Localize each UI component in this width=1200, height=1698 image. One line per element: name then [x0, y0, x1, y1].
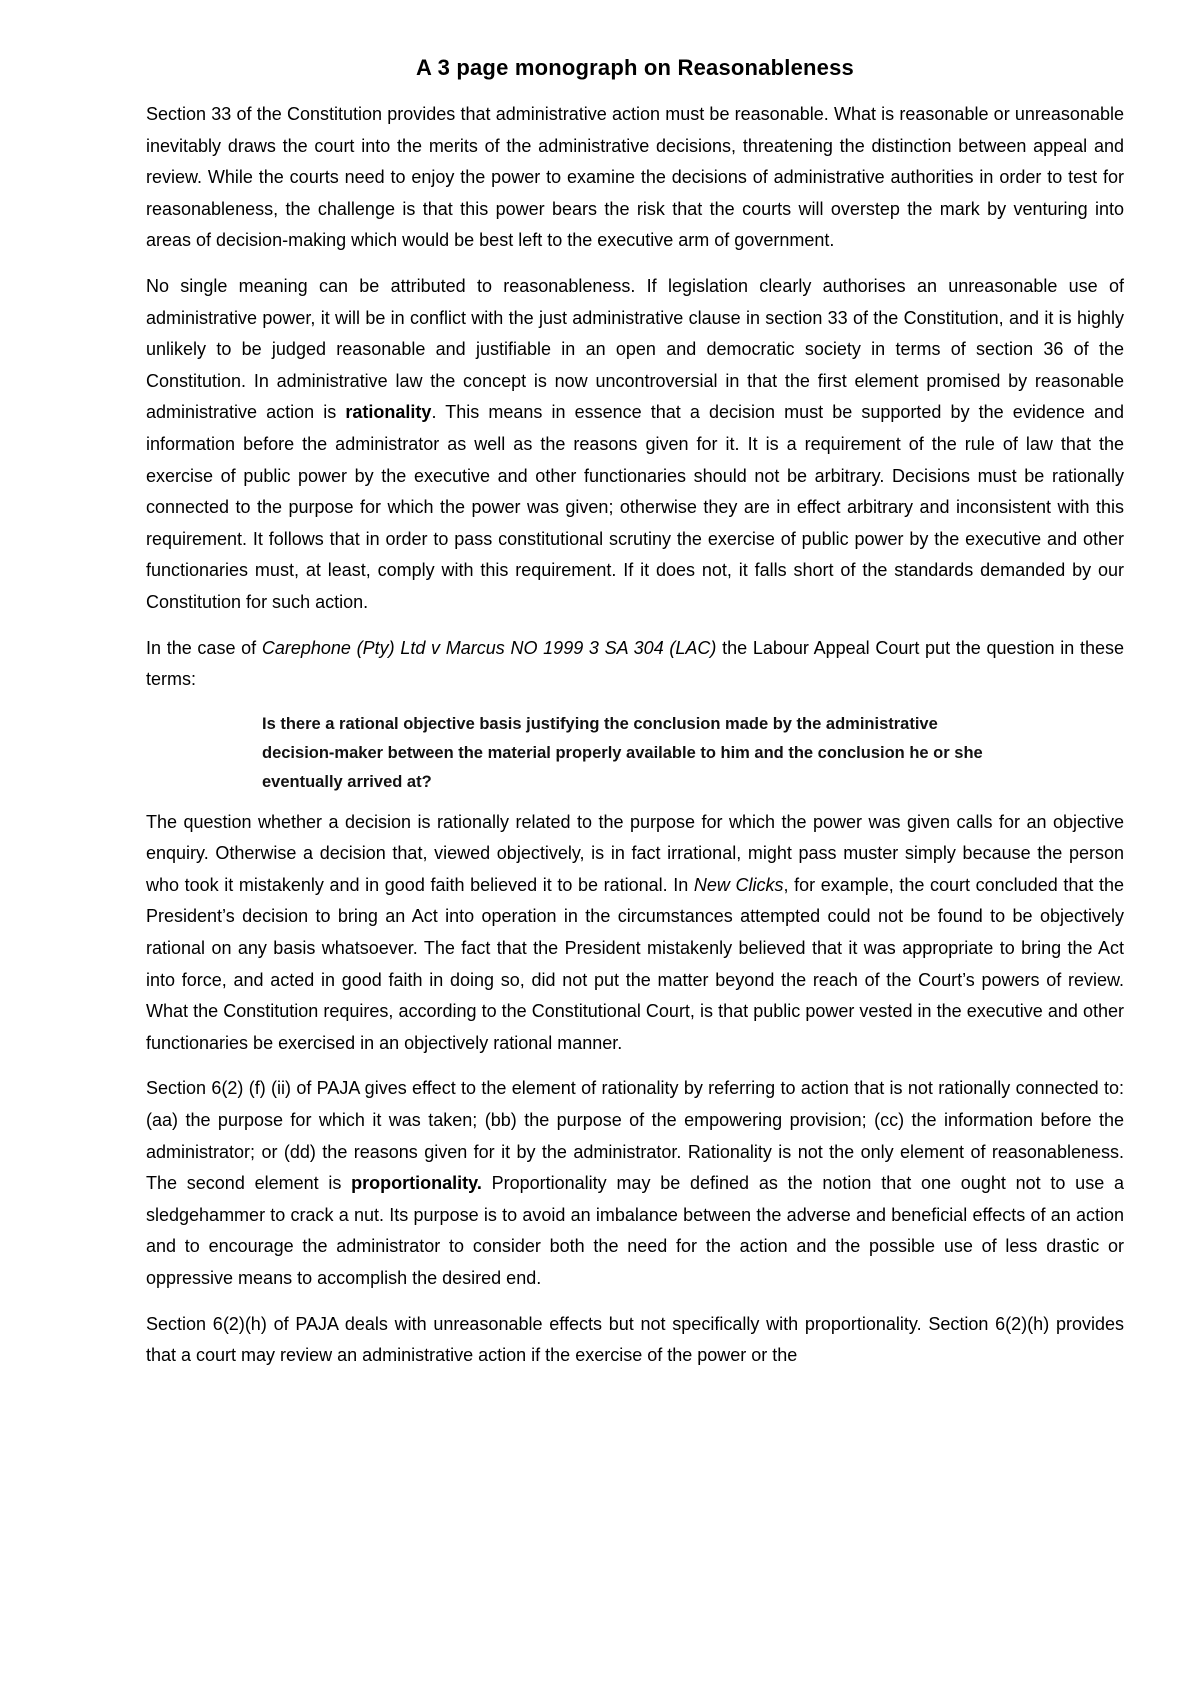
term-rationality: rationality [345, 402, 432, 423]
case-citation-carephone: Carephone (Pty) Ltd v Marcus NO 1999 3 SA 304 (LAC) [261, 637, 717, 658]
paragraph-proportionality [146, 1073, 1124, 1294]
paragraph-rationality [146, 271, 1124, 619]
paragraph-carephone-text-before: In the case of [146, 637, 262, 658]
paragraph-proportionality-text-before: Section 6(2) (f) (ii) of PAJA gives effect to the element of rationality by referring to action that is not rationally connected to: (aa) the purpose for which it was taken; (bb) the purpose of the empowering provision; (cc) the information before the administrator; or (dd) the reasons given for it by the administrator. Rationality is not the only element of reasonableness. The second element is [146, 1078, 1124, 1194]
paragraph-proportionality-text-after: Proportionality may be defined as the notion that one ought not to use a sledgehammer to crack a nut. Its purpose is to avoid an imbalance between the adverse and beneficial effects of an action and to encourage the administrator to consider both the need for the action and the possible use of less drastic or oppressive means to accomplish the desired end. [146, 1173, 1124, 1288]
paragraph-objective-enquiry-text-before: The question whether a decision is rationally related to the purpose for which the power was given calls for an objective enquiry. Otherwise a decision that, viewed objectively, is in fact irrational, might pass muster simply because the person who took it mistakenly and in good faith believed it to be rational. In [146, 811, 1124, 895]
paragraph-objective-enquiry [146, 807, 1124, 1060]
document-page [146, 55, 1124, 1386]
document-title: A 3 page monograph on Reasonableness [416, 55, 854, 80]
term-proportionality: proportionality. [351, 1173, 482, 1194]
paragraph-carephone-text-after: the Labour Appeal Court put the question in these terms: [146, 637, 1124, 690]
paragraph-rationality-text-after: . This means in essence that a decision must be supported by the evidence and information before the administrator as well as the reasons given for it. It is a requirement of the rule of law that the exercise of public power by the executive and other functionaries should not be arbitrary. Decisions must be rationally connected to the purpose for which the power was given; otherwise they are in effect arbitrary and inconsistent with this requirement. It follows that in order to pass constitutional scrutiny the exercise of public power by the executive and other functionaries must, at least, comply with this requirement. If it does not, it falls short of the standards demanded by our Constitution for such action. [146, 402, 1124, 612]
paragraph-section-33: Section 33 of the Constitution provides that administrative action must be reasonable. What is reasonable or unreasonable inevitably draws the court into the merits of the administrative decisions, threatening the distinction between appeal and review. While the courts need to enjoy the power to examine the decisions of administrative authorities in order to test for reasonableness, the challenge is that this power bears the risk that the courts will overstep the mark by venturing into areas of decision-making which would be best left to the executive arm of government. [146, 104, 1124, 251]
paragraph-rationality-text-before: No single meaning can be attributed to reasonableness. If legislation clearly authorises an unreasonable use of administrative power, it will be in conflict with the just administrative clause in section 33 of the Constitution, and it is highly unlikely to be judged reasonable and justifiable in an open and democratic society in terms of section 36 of the Constitution. In administrative law the concept is now uncontroversial in that the first element promised by reasonable administrative action is [146, 275, 1124, 423]
case-name-new-clicks: New Clicks [693, 874, 784, 895]
paragraph-objective-enquiry-text-after: , for example, the court concluded that the President’s decision to bring an Act into operation in the circumstances attempted could not be found to be objectively rational on any basis whatsoever. The fact that the President mistakenly believed that it was appropriate to bring the Act into force, and acted in good faith in doing so, did not put the matter beyond the reach of the Court’s powers of review. What the Constitution requires, according to the Constitutional Court, is that public power vested in the executive and other functionaries be exercised in an objectively rational manner. [146, 874, 1124, 1053]
block-quote: Is there a rational objective basis justifying the conclusion made by the administrative decision-maker between the material properly available to him and the conclusion he or she eventually arrived at? [262, 714, 983, 791]
paragraph-section-6-2-h: Section 6(2)(h) of PAJA deals with unreasonable effects but not specifically with proportionality. Section 6(2)(h) provides that a court may review an administrative action if the exercise of the power or the [146, 1313, 1124, 1366]
paragraph-carephone [146, 633, 1124, 696]
